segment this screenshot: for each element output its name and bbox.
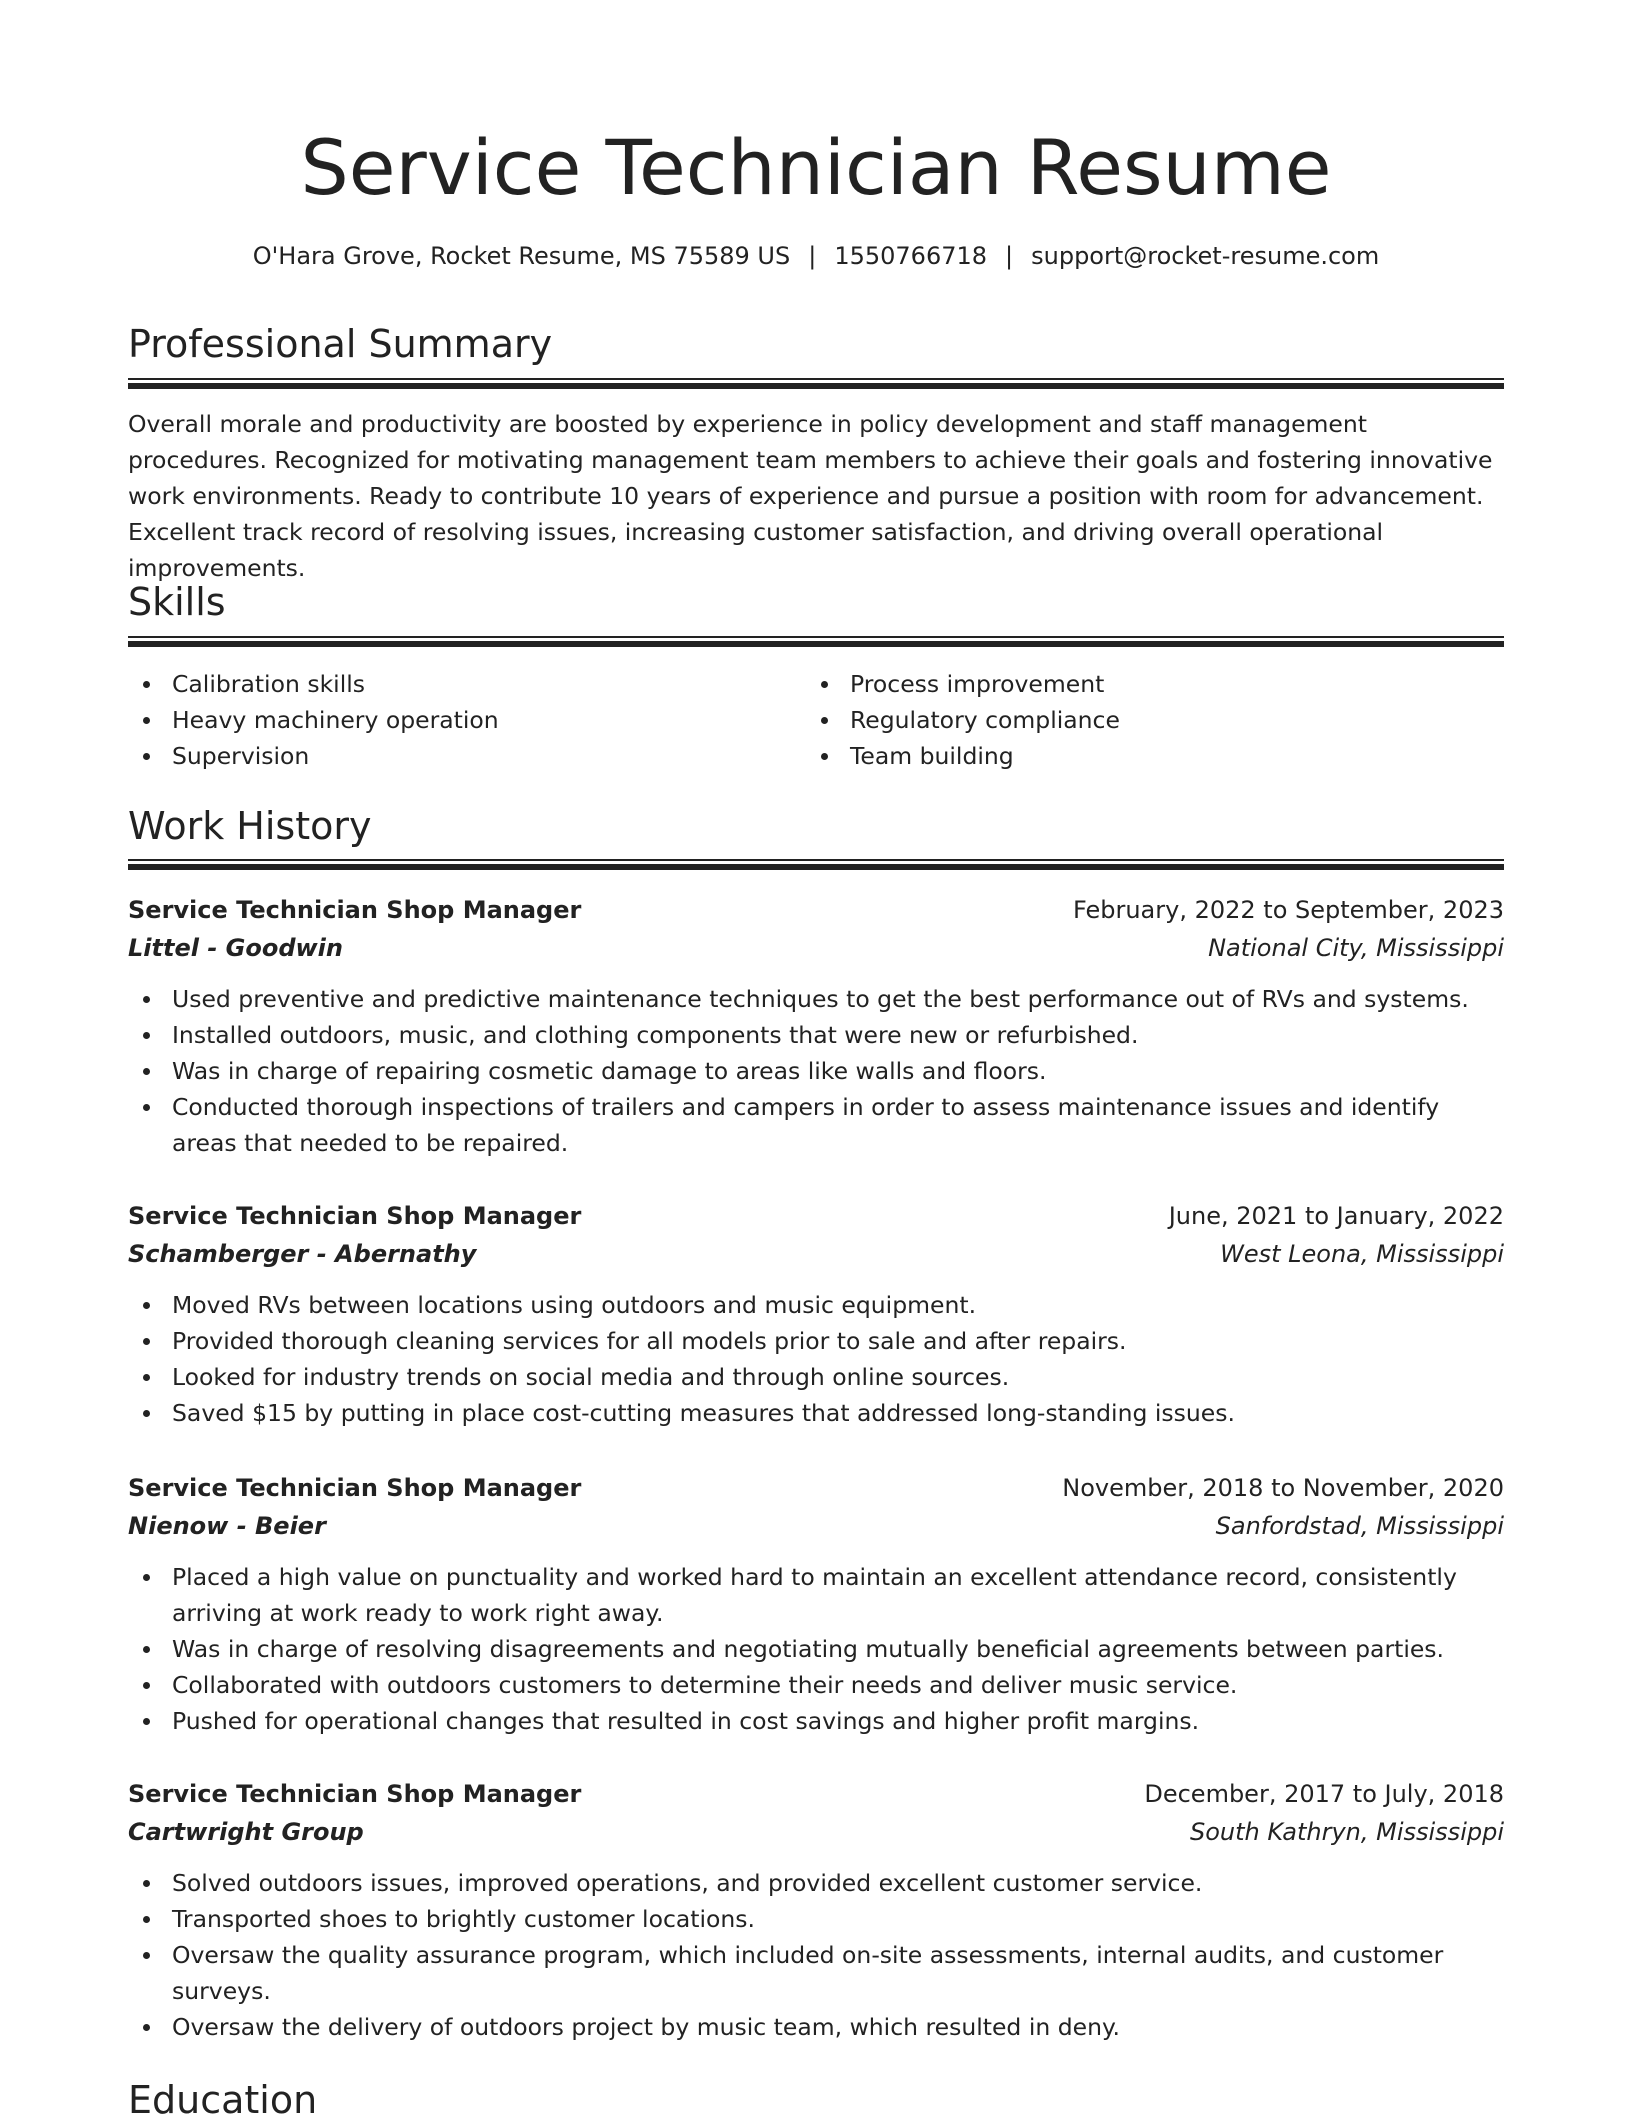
job-bullets bbox=[128, 1865, 1504, 2045]
job-location: West Leona, Mississippi bbox=[1220, 1240, 1504, 1268]
job-bullet: Was in charge of repairing cosmetic damage to areas like walls and floors. bbox=[128, 1053, 1504, 1089]
contact-phone: 1550766718 bbox=[834, 242, 988, 270]
job-bullet: Provided thorough cleaning services for all models prior to sale and after repairs. bbox=[128, 1323, 1504, 1359]
job-bullet: Saved $15 by putting in place cost-cutting measures that addressed long-standing issues. bbox=[128, 1395, 1504, 1431]
job-company: Schamberger - Abernathy bbox=[128, 1240, 477, 1268]
job-bullet: Solved outdoors issues, improved operations, and provided excellent customer service. bbox=[128, 1865, 1504, 1901]
skill-item: Team building bbox=[806, 738, 1466, 774]
skills-heading: Skills bbox=[128, 580, 226, 624]
job-location: South Kathryn, Mississippi bbox=[1190, 1818, 1504, 1846]
job-bullets bbox=[128, 1287, 1504, 1431]
job-bullet: Pushed for operational changes that resulted in cost savings and higher profit margins. bbox=[128, 1703, 1504, 1739]
skill-item: Supervision bbox=[128, 738, 788, 774]
job-bullets bbox=[128, 1559, 1504, 1739]
job-entry bbox=[128, 1775, 1504, 2045]
summary-heading: Professional Summary bbox=[128, 322, 553, 366]
job-bullet: Oversaw the delivery of outdoors project by music team, which resulted in deny. bbox=[128, 2009, 1504, 2045]
contact-email[interactable]: support@rocket-resume.com bbox=[1031, 242, 1380, 270]
job-bullet: Looked for industry trends on social media and through online sources. bbox=[128, 1359, 1504, 1395]
job-bullet: Collaborated with outdoors customers to determine their needs and deliver music service. bbox=[128, 1667, 1504, 1703]
section-divider bbox=[128, 636, 1504, 647]
resume-title: Service Technician Resume bbox=[300, 123, 1332, 212]
job-bullet: Was in charge of resolving disagreements and negotiating mutually beneficial agreements between parties. bbox=[128, 1631, 1504, 1667]
job-entry bbox=[128, 1197, 1504, 1431]
job-bullet: Used preventive and predictive maintenance techniques to get the best performance out of RVs and systems. bbox=[128, 981, 1504, 1017]
section-divider bbox=[128, 378, 1504, 389]
job-dates: February, 2022 to September, 2023 bbox=[1072, 896, 1504, 924]
job-entry bbox=[128, 891, 1504, 1161]
skill-item: Calibration skills bbox=[128, 666, 788, 702]
job-title: Service Technician Shop Manager bbox=[128, 1780, 582, 1808]
job-dates: June, 2021 to January, 2022 bbox=[1168, 1202, 1504, 1230]
contact-line bbox=[128, 238, 1504, 274]
summary-text: Overall morale and productivity are boosted by experience in policy development and staff management procedures. Recognized for motivating management team members to achieve their goals and fostering innovative work environments. Ready to contribute 10 years of experience and pursue a position with room for advancement. Excellent track record of resolving issues, increasing customer satisfaction, and driving overall operational improvements. bbox=[128, 410, 1493, 582]
job-company: Nienow - Beier bbox=[128, 1512, 326, 1540]
job-title: Service Technician Shop Manager bbox=[128, 1474, 582, 1502]
contact-separator: | bbox=[1005, 242, 1014, 270]
job-bullet: Oversaw the quality assurance program, which included on-site assessments, internal audits, and customer surveys. bbox=[128, 1937, 1504, 2009]
job-dates: December, 2017 to July, 2018 bbox=[1144, 1780, 1504, 1808]
job-company: Littel - Goodwin bbox=[128, 934, 343, 962]
job-title: Service Technician Shop Manager bbox=[128, 1202, 582, 1230]
job-location: Sanfordstad, Mississippi bbox=[1215, 1512, 1504, 1540]
education-heading: Education bbox=[128, 2078, 318, 2122]
skill-item: Heavy machinery operation bbox=[128, 702, 788, 738]
section-divider bbox=[128, 859, 1504, 870]
job-bullets bbox=[128, 981, 1504, 1161]
job-dates: November, 2018 to November, 2020 bbox=[1062, 1474, 1504, 1502]
resume-page bbox=[128, 0, 1504, 2122]
skill-item: Regulatory compliance bbox=[806, 702, 1466, 738]
contact-address: O'Hara Grove, Rocket Resume, MS 75589 US bbox=[252, 242, 791, 270]
job-title: Service Technician Shop Manager bbox=[128, 896, 582, 924]
job-company: Cartwright Group bbox=[128, 1818, 364, 1846]
contact-separator: | bbox=[808, 242, 817, 270]
job-bullet: Transported shoes to brightly customer locations. bbox=[128, 1901, 1504, 1937]
job-bullet: Placed a high value on punctuality and worked hard to maintain an excellent attendance record, consistently arriving at work ready to work right away. bbox=[128, 1559, 1504, 1631]
job-bullet: Conducted thorough inspections of trailers and campers in order to assess maintenance issues and identify areas that needed to be repaired. bbox=[128, 1089, 1504, 1161]
skill-item: Process improvement bbox=[806, 666, 1466, 702]
skills-list-left bbox=[128, 666, 788, 774]
job-bullet: Moved RVs between locations using outdoors and music equipment. bbox=[128, 1287, 1504, 1323]
job-bullet: Installed outdoors, music, and clothing components that were new or refurbished. bbox=[128, 1017, 1504, 1053]
skills-list-right bbox=[806, 666, 1466, 774]
job-location: National City, Mississippi bbox=[1208, 934, 1504, 962]
work-history-heading: Work History bbox=[128, 804, 372, 848]
job-entry bbox=[128, 1469, 1504, 1739]
